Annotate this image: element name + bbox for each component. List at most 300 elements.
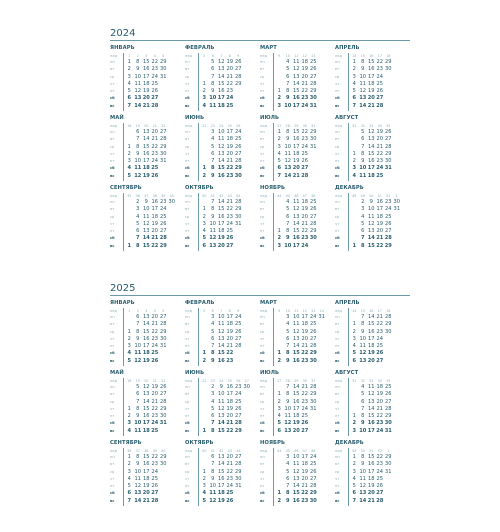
day-label: ср [335, 214, 340, 219]
day-cell: 29 [235, 206, 242, 213]
week-number: 27 [244, 379, 249, 383]
day-cell: 26 [310, 66, 317, 73]
day-label: вт [110, 67, 115, 72]
weekday-row [260, 136, 335, 143]
day-cell: 21 [301, 220, 308, 227]
day-cell: 13 [359, 357, 367, 364]
day-cell: 28 [159, 235, 167, 242]
day-label: сб [110, 351, 115, 356]
day-cell: 21 [376, 235, 384, 242]
month-name: ФЕВРАЛЬ [185, 300, 215, 306]
weekend-row [260, 490, 335, 497]
day-cell: 9 [361, 328, 365, 335]
week-number: 43 [227, 449, 232, 453]
day-label: пт [260, 229, 265, 234]
day-label-divider [348, 448, 349, 506]
day-cell: 15 [217, 350, 225, 357]
day-cell: 14 [218, 158, 225, 165]
weekday-row [185, 206, 260, 213]
day-cell: 8 [211, 468, 215, 475]
day-cell: 31 [318, 314, 325, 320]
day-label: чт [260, 81, 265, 86]
day-label: пн [110, 200, 115, 204]
day-cell: 7 [352, 102, 357, 109]
day-label: ср [260, 214, 265, 219]
day-label: вс [335, 103, 340, 108]
day-cell: 14 [293, 483, 300, 490]
day-cell: 20 [367, 357, 375, 364]
day-cell: 6 [286, 73, 290, 80]
weekday-row [335, 454, 410, 461]
weekend-row [110, 358, 185, 365]
day-cell: 11 [143, 213, 150, 220]
month-block [110, 369, 185, 439]
day-cell: 16 [376, 199, 383, 205]
day-cell: 13 [284, 165, 292, 172]
day-cell: 8 [286, 129, 290, 135]
day-label: вт [260, 322, 265, 327]
day-cell: 15 [367, 242, 375, 249]
weekend-row [260, 498, 335, 505]
day-cell: 11 [134, 475, 141, 482]
year-divider [110, 295, 410, 296]
day-cell: 30 [309, 497, 317, 504]
month-name: ФЕВРАЛЬ [185, 45, 215, 51]
day-cell: 2 [352, 328, 356, 335]
week-number: 5 [203, 309, 206, 313]
day-label: ср [110, 399, 115, 404]
day-cell: 8 [210, 165, 215, 172]
day-cell: 30 [310, 136, 317, 143]
weekday-row [185, 144, 260, 151]
weekday-row [335, 336, 410, 343]
day-cell: 9 [136, 335, 140, 342]
weekend-row [185, 420, 260, 427]
day-label: ср [110, 214, 115, 219]
day-label: вт [335, 462, 340, 467]
day-label: чт [110, 476, 115, 481]
week-header-label: нед [110, 194, 118, 198]
day-label: ср [185, 469, 190, 474]
week-number: 22 [202, 379, 207, 383]
day-cell: 15 [293, 228, 300, 235]
day-cell: 22 [151, 405, 158, 412]
week-number: 28 [285, 379, 290, 383]
day-cell: 18 [143, 475, 150, 482]
day-cell: 2 [202, 357, 207, 364]
week-number: 48 [352, 194, 357, 198]
day-cell: 3 [277, 102, 282, 109]
months-grid [110, 299, 410, 509]
day-cell: 31 [393, 206, 400, 213]
day-label: пт [185, 484, 190, 489]
day-label: вс [335, 428, 340, 433]
day-label: сб [260, 491, 265, 496]
day-cell: 14 [368, 405, 375, 412]
month-block [185, 439, 260, 509]
day-cell: 16 [143, 413, 150, 420]
day-cell: 26 [226, 235, 234, 242]
week-number: 14 [319, 309, 324, 313]
day-cell: 4 [361, 384, 365, 390]
day-cell: 23 [235, 384, 242, 390]
day-cell: 16 [368, 66, 375, 73]
day-label: чт [110, 81, 115, 86]
day-label: вт [260, 67, 265, 72]
day-label: пн [260, 455, 265, 459]
day-cell: 19 [151, 220, 158, 227]
day-cell: 23 [376, 66, 383, 73]
day-cell: 26 [160, 220, 167, 227]
day-cell: 17 [376, 206, 383, 213]
day-cell: 6 [211, 150, 215, 157]
month-name: ИЮНЬ [185, 115, 205, 121]
day-cell: 19 [217, 497, 225, 504]
day-cell: 10 [209, 95, 217, 102]
day-cell: 30 [160, 413, 167, 420]
day-cell: 7 [211, 199, 215, 205]
day-cell: 15 [218, 80, 225, 87]
weekday-row [260, 321, 335, 328]
day-cell: 15 [218, 468, 225, 475]
day-cell: 11 [209, 490, 217, 497]
weekday-row [260, 66, 335, 73]
day-cell: 15 [143, 328, 150, 335]
week-number: 19 [135, 379, 140, 383]
day-cell: 25 [151, 427, 159, 434]
day-cell: 21 [301, 80, 308, 87]
weekend-row [260, 243, 335, 250]
day-label: чт [335, 81, 340, 86]
day-cell: 22 [301, 129, 308, 135]
day-cell: 10 [218, 129, 225, 135]
day-cell: 8 [136, 405, 140, 412]
day-cell: 4 [352, 80, 356, 87]
day-cell: 12 [284, 158, 291, 165]
week-number: 41 [210, 194, 215, 198]
day-cell: 15 [143, 143, 150, 150]
day-cell: 17 [218, 483, 225, 490]
weekday-row [110, 144, 185, 151]
day-cell: 13 [293, 73, 300, 80]
week-number: 31 [352, 124, 357, 128]
day-cell: 6 [352, 357, 357, 364]
weekday-row [110, 221, 185, 228]
day-cell: 30 [309, 235, 317, 242]
month-name: МАРТ [260, 300, 277, 306]
year-title: 2024 [110, 28, 136, 39]
day-cell: 19 [376, 129, 383, 135]
day-cell: 11 [284, 150, 291, 157]
day-cell: 4 [352, 172, 357, 179]
week-number: 46 [294, 194, 299, 198]
day-cell: 31 [160, 343, 167, 350]
day-label: ср [335, 399, 340, 404]
month-block [260, 439, 335, 509]
day-cell: 2 [361, 199, 365, 205]
day-cell: 14 [359, 102, 367, 109]
day-cell: 12 [134, 172, 142, 179]
day-cell: 25 [301, 413, 308, 420]
day-cell: 7 [361, 143, 365, 150]
day-cell: 11 [293, 199, 300, 205]
weekend-row [260, 235, 335, 242]
day-cell: 20 [226, 150, 233, 157]
day-cell: 9 [285, 357, 290, 364]
weekday-row [185, 199, 260, 206]
day-label: сб [110, 491, 115, 496]
weekday-row [260, 413, 335, 420]
day-cell: 12 [284, 420, 292, 427]
day-cell: 28 [310, 343, 317, 350]
week-number: 44 [236, 194, 241, 198]
day-label: чт [185, 221, 190, 226]
day-cell: 4 [127, 427, 132, 434]
day-cell: 12 [359, 88, 366, 95]
day-label: пт [260, 414, 265, 419]
day-cell: 21 [292, 172, 300, 179]
day-cell: 28 [151, 497, 159, 504]
weekday-row [110, 476, 185, 483]
day-label: пн [335, 200, 340, 204]
day-cell: 29 [235, 468, 242, 475]
week-number: 18 [386, 309, 391, 313]
week-number: 8 [228, 309, 231, 313]
day-cell: 27 [151, 95, 159, 102]
day-cell: 14 [218, 73, 225, 80]
day-cell: 9 [361, 158, 365, 165]
day-cell: 19 [301, 328, 308, 335]
day-cell: 6 [286, 213, 290, 220]
day-cell: 6 [211, 335, 215, 342]
month-name: АВГУСТ [335, 115, 359, 121]
day-cell: 12 [218, 405, 225, 412]
day-cell: 7 [286, 80, 290, 87]
week-number: 14 [352, 309, 357, 313]
day-cell: 11 [218, 321, 225, 328]
week-number: 20 [144, 379, 149, 383]
day-cell: 30 [384, 420, 392, 427]
day-cell: 26 [310, 468, 317, 475]
week-number: 1 [395, 194, 398, 198]
day-cell: 15 [293, 129, 300, 135]
day-cell: 10 [209, 220, 216, 227]
day-cell: 11 [368, 384, 375, 390]
day-cell: 1 [127, 454, 131, 460]
day-cell: 13 [209, 242, 217, 249]
weekday-row [335, 314, 410, 321]
day-cell: 7 [211, 158, 215, 165]
day-cell: 25 [151, 165, 159, 172]
day-label: вс [335, 173, 340, 178]
day-cell: 30 [235, 213, 242, 220]
day-label: пт [260, 484, 265, 489]
month-block [110, 184, 185, 254]
day-cell: 23 [226, 475, 233, 482]
week-number: 22 [161, 379, 166, 383]
day-cell: 15 [292, 350, 300, 357]
day-cell: 28 [235, 73, 242, 80]
day-cell: 8 [361, 150, 365, 157]
week-number: 52 [377, 449, 382, 453]
weekday-row [110, 206, 185, 213]
week-number: 23 [210, 379, 215, 383]
week-number: 38 [144, 449, 149, 453]
day-cell: 26 [235, 59, 242, 65]
day-label: ср [110, 74, 115, 79]
day-cell: 15 [143, 454, 150, 460]
day-cell: 11 [134, 427, 142, 434]
day-cell: 6 [286, 475, 290, 482]
day-cell: 19 [368, 483, 375, 490]
day-cell: 7 [286, 220, 290, 227]
day-cell: 10 [284, 102, 292, 109]
day-cell: 20 [301, 73, 308, 80]
month-block [185, 114, 260, 184]
day-label: чт [260, 151, 265, 156]
day-cell: 17 [368, 468, 375, 475]
day-label-divider [348, 193, 349, 251]
day-cell: 7 [352, 497, 357, 504]
day-cell: 20 [226, 335, 233, 342]
day-cell: 11 [368, 213, 375, 220]
day-cell: 17 [368, 73, 375, 80]
day-label: сб [260, 166, 265, 171]
weekend-row [185, 95, 260, 102]
weekday-row [110, 399, 185, 406]
day-cell: 30 [309, 357, 317, 364]
day-label: пн [185, 200, 190, 204]
day-cell: 19 [217, 235, 225, 242]
day-cell: 25 [310, 321, 317, 328]
day-cell: 26 [235, 143, 242, 150]
weekend-row [110, 498, 185, 505]
week-header-label: нед [260, 194, 268, 198]
day-cell: 5 [286, 206, 290, 213]
weekday-row [335, 391, 410, 398]
weekday-row [260, 129, 335, 136]
day-cell: 3 [202, 95, 207, 102]
day-cell: 21 [151, 235, 159, 242]
day-cell: 16 [367, 420, 375, 427]
week-number: 6 [211, 309, 214, 313]
day-cell: 14 [359, 497, 367, 504]
day-label: пт [185, 344, 190, 349]
day-cell: 31 [384, 427, 392, 434]
day-label: сб [185, 421, 190, 426]
day-cell: 6 [361, 136, 365, 143]
day-label: пт [110, 229, 115, 234]
day-cell: 16 [217, 357, 225, 364]
week-number: 49 [352, 449, 357, 453]
day-cell: 2 [127, 461, 131, 468]
weekday-row [110, 74, 185, 81]
day-cell: 23 [226, 213, 233, 220]
year-2024-block [110, 27, 410, 254]
weekday-row [110, 336, 185, 343]
week-number: 6 [211, 54, 214, 58]
day-cell: 18 [217, 102, 225, 109]
day-cell: 10 [359, 73, 366, 80]
day-cell: 7 [127, 497, 132, 504]
week-number: 45 [285, 194, 290, 198]
day-cell: 19 [367, 350, 375, 357]
day-cell: 28 [385, 143, 392, 150]
day-cell: 5 [361, 220, 365, 227]
weekend-row [260, 173, 335, 180]
day-cell: 15 [217, 165, 225, 172]
month-name: СЕНТЯБРЬ [110, 440, 142, 446]
day-cell: 6 [211, 454, 215, 460]
day-cell: 3 [211, 314, 215, 320]
year-divider [110, 40, 410, 41]
day-cell: 1 [127, 242, 132, 249]
week-number: 37 [144, 194, 149, 198]
day-cell: 14 [368, 314, 375, 320]
day-label: вт [260, 137, 265, 142]
weekend-row [110, 173, 185, 180]
day-cell: 27 [376, 490, 384, 497]
day-cell: 15 [142, 242, 150, 249]
week-number: 29 [294, 379, 299, 383]
week-header-label: нед [185, 379, 193, 383]
month-name: МАРТ [260, 45, 277, 51]
week-header-label: нед [335, 194, 343, 198]
day-cell: 17 [217, 95, 225, 102]
day-cell: 3 [352, 335, 356, 342]
day-label: ср [185, 399, 190, 404]
day-cell: 19 [301, 66, 308, 73]
day-cell: 18 [368, 343, 375, 350]
day-cell: 16 [143, 66, 150, 73]
day-label: сб [260, 96, 265, 101]
day-cell: 26 [376, 88, 383, 95]
day-cell: 26 [235, 405, 242, 412]
day-cell: 29 [385, 321, 392, 328]
day-cell: 23 [301, 136, 308, 143]
day-cell: 17 [301, 454, 308, 460]
month-name: ЯНВАРЬ [110, 45, 135, 51]
weekday-row [335, 413, 410, 420]
day-cell: 17 [226, 391, 233, 398]
day-cell: 18 [301, 461, 308, 468]
day-cell: 28 [160, 398, 167, 405]
day-label: пт [260, 159, 265, 164]
week-number: 39 [161, 194, 166, 198]
day-label: ср [185, 214, 190, 219]
day-cell: 25 [226, 228, 233, 235]
day-label: чт [185, 406, 190, 411]
weekday-row [185, 406, 260, 413]
month-block [110, 114, 185, 184]
day-cell: 20 [376, 228, 383, 235]
day-cell: 27 [235, 66, 242, 73]
day-cell: 22 [151, 328, 158, 335]
day-cell: 25 [385, 213, 392, 220]
day-cell: 25 [235, 398, 242, 405]
day-label: пн [185, 130, 190, 134]
day-cell: 8 [361, 454, 365, 460]
day-cell: 20 [226, 454, 233, 460]
day-cell: 13 [143, 391, 150, 398]
day-cell: 2 [277, 398, 281, 405]
day-cell: 16 [292, 235, 300, 242]
weekday-row [335, 329, 410, 336]
day-cell: 23 [376, 158, 383, 165]
week-number: 30 [302, 379, 307, 383]
day-cell: 17 [143, 73, 150, 80]
day-cell: 14 [218, 199, 225, 205]
